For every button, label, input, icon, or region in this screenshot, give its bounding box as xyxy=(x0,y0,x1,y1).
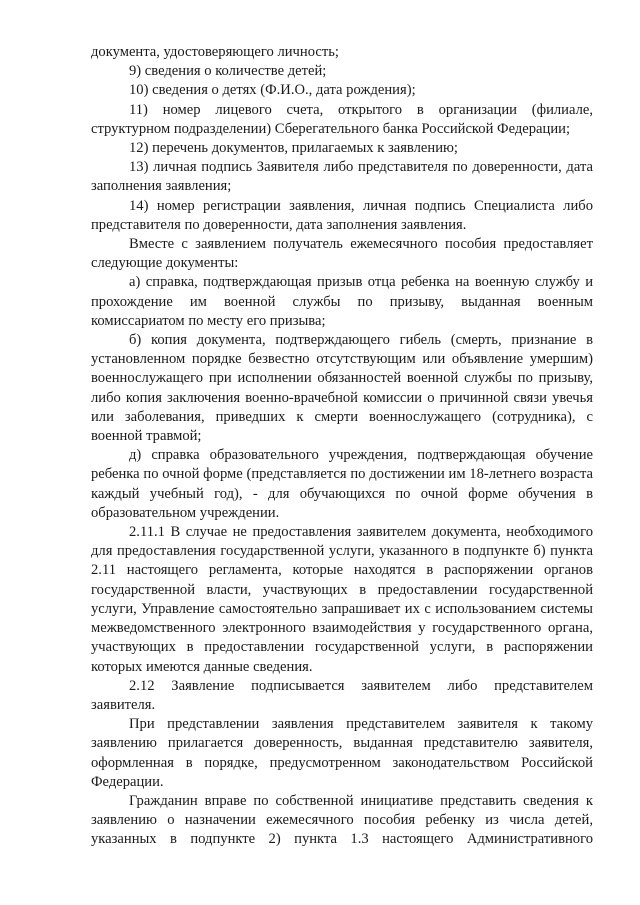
paragraph-representative: При представлении заявления представителем заявителя к такому заявлению прилагается доверенность, выданная представителю заявителя, оформленная в порядке, предусмотренном законодательством Российской Федерации. xyxy=(91,716,593,790)
paragraph-2-11-1: 2.11.1 В случае не предоставления заявителем документа, необходимого для предоставления государственной услуги, указанного в подпункте б) пункта 2.11 настоящего регламента, которые находятся в распоряжении органов государственной власти, участвующих в предоставлении государственной услуги, Управление самостоятельно запрашивает их с использованием системы межведомственного электронного взаимодействия у государственного органа, участвующих в предоставлении государственной услуги, в распоряжении которых имеются данные сведения. xyxy=(91,524,593,675)
paragraph-item-10: 10) сведения о детях (Ф.И.О., дата рождения); xyxy=(129,82,416,99)
paragraph-item-9: 9) сведения о количестве детей; xyxy=(129,63,327,80)
paragraph-item-11: 11) номер лицевого счета, открытого в организации (филиале, структурном подразделении) Сберегательного банка Российской Федерации; xyxy=(91,101,593,137)
paragraph-citizen-right: Гражданин вправе по собственной инициативе представить сведения к заявлению о назначении ежемесячного пособия ребенку из числа детей, указанных в подпункте 2) пункта 1.3 настоящего Административного xyxy=(91,792,593,848)
paragraph-item-12: 12) перечень документов, прилагаемых к заявлению; xyxy=(129,140,458,157)
paragraph-continuation: документа, удостоверяющего личность; xyxy=(91,44,339,60)
paragraph-2-12: 2.12 Заявление подписывается заявителем либо представителем заявителя. xyxy=(91,677,593,713)
paragraph-item-13: 13) личная подпись Заявителя либо представителя по доверенности, дата заполнения заявления; xyxy=(91,159,593,195)
paragraph-item-14: 14) номер регистрации заявления, личная подпись Специалиста либо представителя по доверенности, дата заполнения заявления. xyxy=(91,197,593,233)
paragraph-doc-b: б) копия документа, подтверждающего гибель (смерть, признание в установленном порядке безвестно отсутствующим или объявление умершим) военнослужащего при исполнении обязанностей военной службы по призыву, либо копия заключения военно-врачебной комиссии о причинной связи увечья или заболевания, приведших к смерти военнослужащего (сотрудника), с военной травмой; xyxy=(91,332,593,445)
document-page xyxy=(91,43,593,850)
paragraph-doc-d: д) справка образовательного учреждения, подтверждающая обучение ребенка по очной форме (представляется по достижении им 18-летнего возраста каждый учебный год), - для обучающихся по очной форме обучения в образовательном учреждении. xyxy=(91,447,593,521)
paragraph-documents-intro: Вместе с заявлением получатель ежемесячного пособия предоставляет следующие документы: xyxy=(91,236,593,272)
paragraph-doc-a: а) справка, подтверждающая призыв отца ребенка на военную службу и прохождение им военной службы по призыву, выданная военным комиссариатом по месту его призыва; xyxy=(91,274,593,329)
